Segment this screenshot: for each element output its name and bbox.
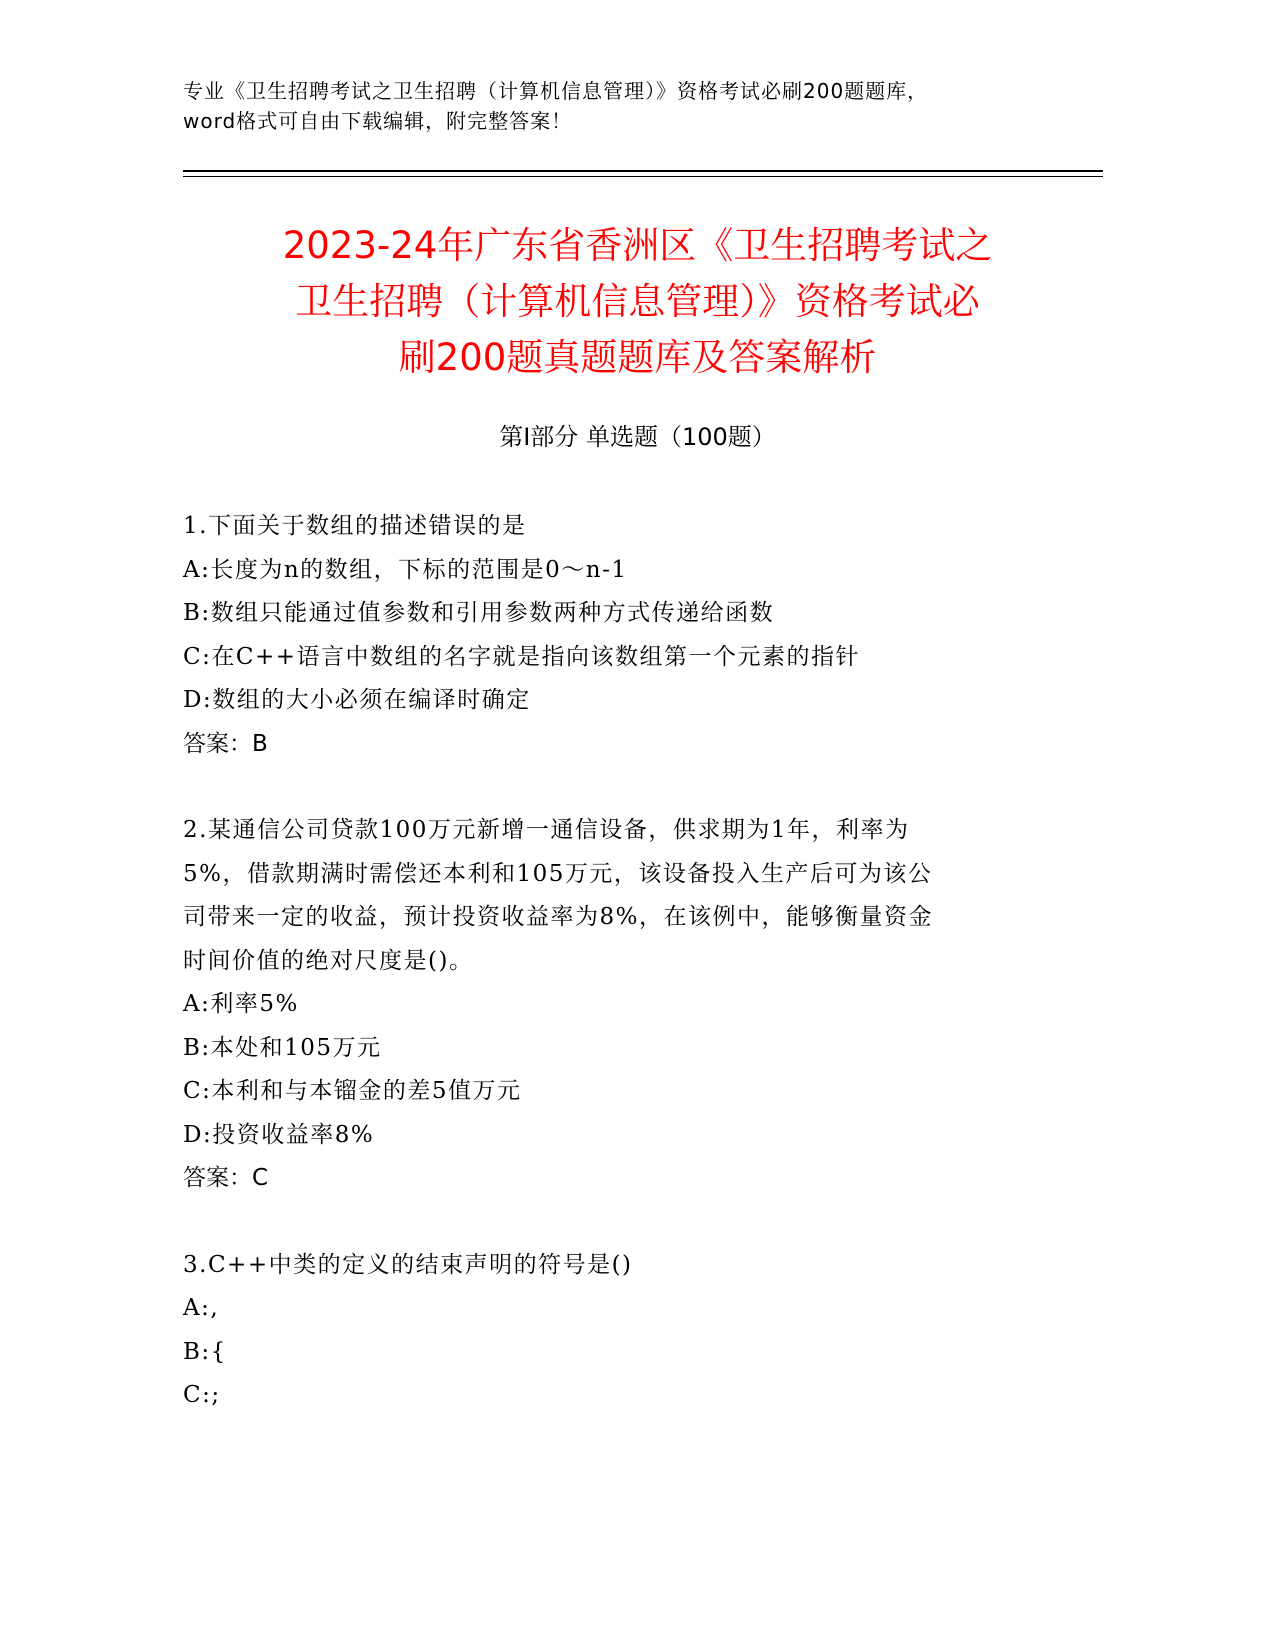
question-stem-line: 3.C++中类的定义的结束声明的符号是() xyxy=(183,1251,633,1278)
section-title: 第Ⅰ部分 单选题（100题） xyxy=(499,423,776,451)
option-c: C:在C++语言中数组的名字就是指向该数组第一个元素的指针 xyxy=(183,643,860,670)
option-b: B:数组只能通过值参数和引用参数两种方式传递给函数 xyxy=(183,600,775,626)
header-line-1: 专业《卫生招聘考试之卫生招聘（计算机信息管理）》资格考试必刷200题题库， xyxy=(183,79,929,103)
option-d: D:投资收益率8% xyxy=(183,1121,375,1148)
option-a: A:, xyxy=(183,1295,220,1321)
question-1 xyxy=(183,505,1083,766)
answer: 答案：B xyxy=(183,730,268,757)
question-3 xyxy=(183,1244,1083,1418)
question-2 xyxy=(183,809,1083,1201)
header-line-2: word格式可自由下载编辑，附完整答案！ xyxy=(183,109,573,133)
option-c: C:; xyxy=(183,1382,221,1408)
option-d: D:数组的大小必须在编译时确定 xyxy=(183,687,531,713)
title-line-3: 刷200题真题题库及答案解析 xyxy=(398,336,877,379)
option-b: B:本处和105万元 xyxy=(183,1034,382,1061)
title-line-1: 2023-24年广东省香洲区《卫生招聘考试之 xyxy=(282,224,993,267)
question-stem-line: 2.某通信公司贷款100万元新增一通信设备，供求期为1年，利率为 xyxy=(183,817,910,843)
option-c: C:本利和与本镏金的差5值万元 xyxy=(183,1078,522,1104)
question-stem-line: 司带来一定的收益，预计投资收益率为8%，在该例中，能够衡量资金 xyxy=(183,904,933,930)
document-title xyxy=(150,218,1125,386)
question-stem-line: 5%，借款期满时需偿还本利和105万元，该设备投入生产后可为该公 xyxy=(183,860,933,887)
header-note xyxy=(183,76,1083,136)
option-b: B:{ xyxy=(183,1338,227,1365)
question-stem-line: 1.下面关于数组的描述错误的是 xyxy=(183,513,527,539)
question-stem-line: 时间价值的绝对尺度是()。 xyxy=(183,947,474,974)
answer: 答案：C xyxy=(183,1165,269,1191)
title-line-2: 卫生招聘（计算机信息管理）》资格考试必 xyxy=(295,280,980,323)
option-a: A:利率5% xyxy=(183,991,299,1017)
question-list xyxy=(183,505,1083,1461)
header-divider-thin xyxy=(183,176,1103,177)
header-divider-thick xyxy=(183,170,1103,172)
option-a: A:长度为n的数组，下标的范围是0～n-1 xyxy=(183,556,628,583)
